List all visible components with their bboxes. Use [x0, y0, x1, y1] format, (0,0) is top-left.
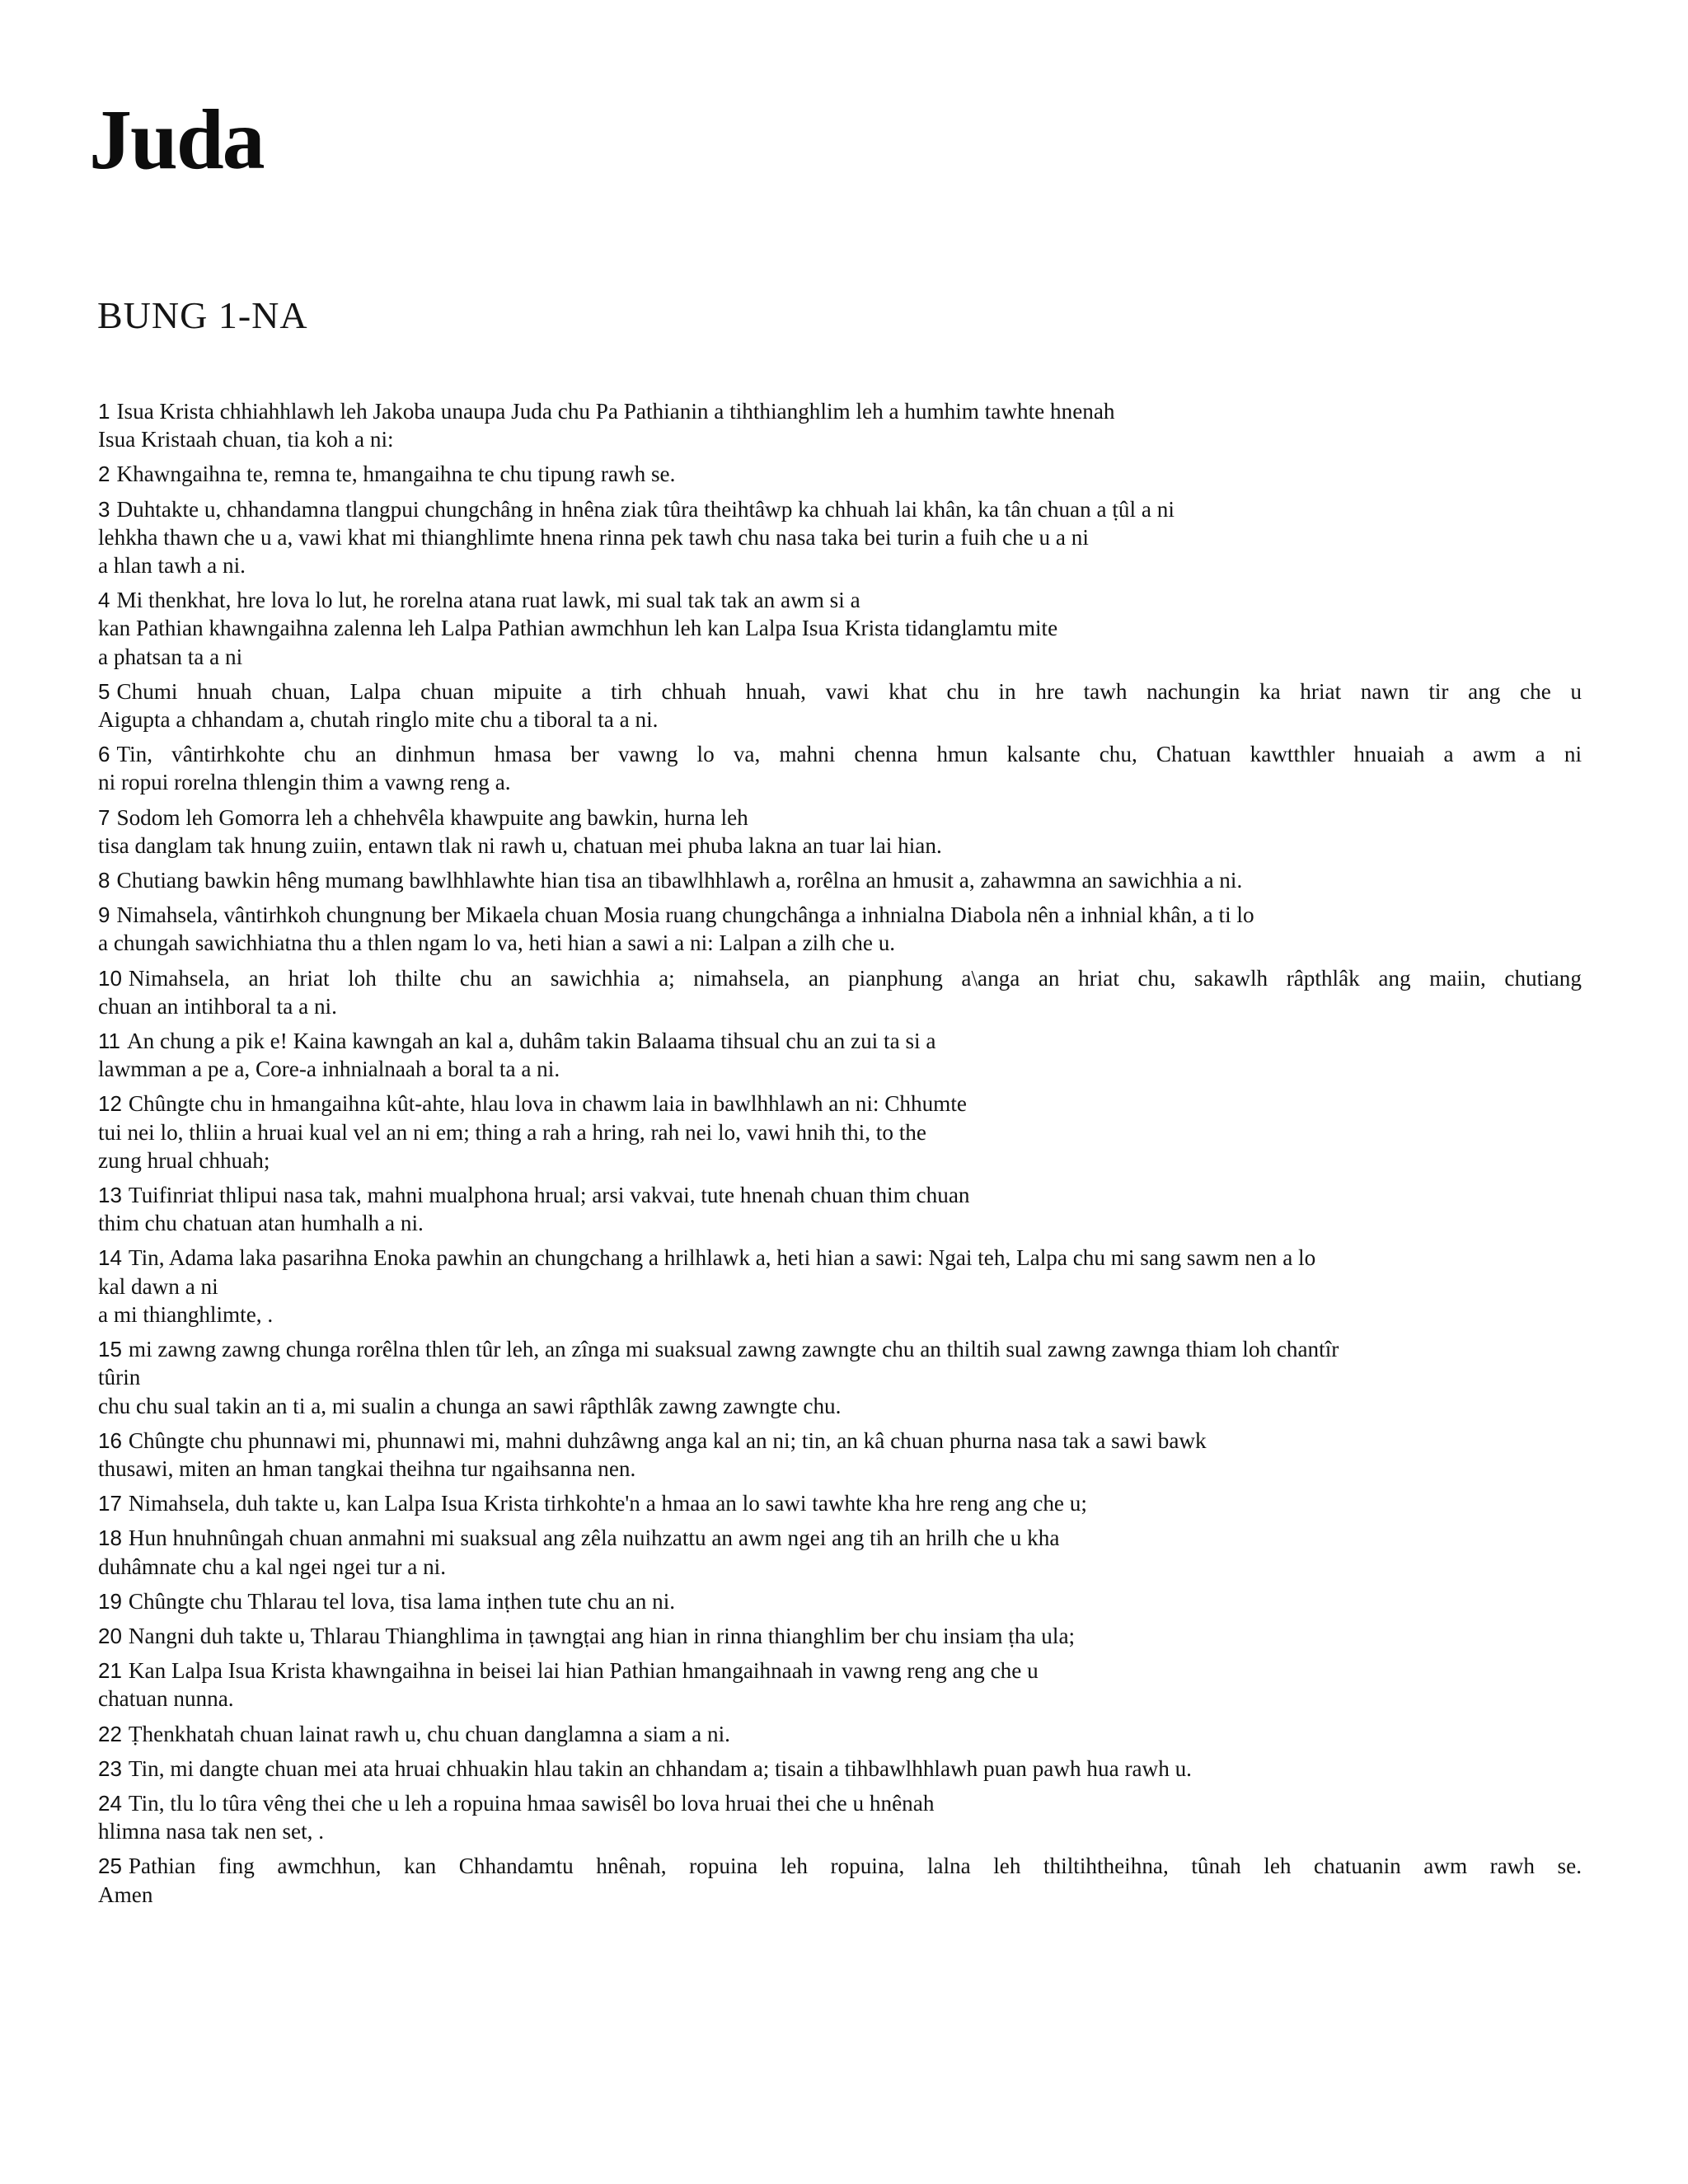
verse-line: [98, 586, 1582, 614]
verse-line: [98, 1363, 1582, 1391]
verse-text: Tin, tlu lo tûra vêng thei che u leh a ropuina hmaa sawisêl bo lova hruai thei che u hnênah: [128, 1790, 935, 1816]
verse-text: chu chu sual takin an ti a, mi sualin a chunga an sawi râpthlâk zawng zawngte chu.: [98, 1393, 842, 1418]
verse-18: [98, 1524, 1582, 1580]
verse-line: [98, 1209, 1582, 1237]
verse-text: tûrin: [98, 1365, 141, 1390]
verse-text: chatuan nunna.: [98, 1686, 234, 1712]
verse-line: [98, 397, 1582, 425]
verse-number: 25: [98, 1854, 122, 1879]
verse-22: [98, 1720, 1582, 1748]
verse-5: [98, 677, 1582, 733]
verse-line: [98, 992, 1582, 1020]
verse-8: [98, 866, 1582, 894]
verse-25: [98, 1852, 1582, 1908]
verse-7: [98, 804, 1582, 860]
verse-number: 1: [98, 399, 110, 424]
verse-number: 4: [98, 588, 110, 613]
verse-16: [98, 1427, 1582, 1483]
verse-line: [98, 1427, 1582, 1455]
verse-line: [98, 551, 1582, 579]
verse-text: Amen: [98, 1882, 153, 1907]
verse-number: 11: [98, 1029, 120, 1054]
verse-text: Hun hnuhnûngah chuan anmahni mi suaksual ang zêla nuihzattu an awm ngei ang tih an hrilh che u kha: [128, 1526, 1060, 1551]
verse-line: [98, 1146, 1582, 1174]
verse-number: 21: [98, 1658, 122, 1684]
verse-line: [98, 1335, 1582, 1363]
verse-line: [98, 1789, 1582, 1817]
verse-text: Mi thenkhat, hre lova lo lut, he rorelna atana ruat lawk, mi sual tak tak an awm si a: [116, 588, 860, 613]
verse-text: duhâmnate chu a kal ngei ngei tur a ni.: [98, 1554, 447, 1579]
verse-text: ni ropui rorelna thlengin thim a vawng reng a.: [98, 770, 511, 795]
verse-list: [98, 397, 1582, 1915]
verse-text: thusawi, miten an hman tangkai theihna tur ngaihsanna nen.: [98, 1455, 636, 1481]
verse-number: 3: [98, 496, 110, 522]
verse-number: 20: [98, 1623, 122, 1648]
verse-text: a hlan tawh a ni.: [98, 553, 246, 579]
verse-text: Isua Kristaah chuan, tia koh a ni:: [98, 427, 394, 452]
verse-text: Nimahsela, vântirhkoh chungnung ber Mikaela chuan Mosia ruang chungchânga a inhnialna Diabola nên a inhnial khân, a ti lo: [116, 902, 1254, 928]
verse-line: [98, 1622, 1582, 1650]
verse-9: [98, 901, 1582, 957]
verse-line: [98, 1027, 1582, 1055]
verse-line: [98, 1852, 1582, 1880]
verse-3: [98, 495, 1582, 580]
verse-text: a chungah sawichhiatna thu a thlen ngam lo va, heti hian a sawi a ni: Lalpan a zilh che u.: [98, 930, 896, 956]
verse-line: [98, 740, 1582, 768]
verse-text: Chumi hnuah chuan, Lalpa chuan mipuite a tirh chhuah hnuah, vawi khat chu in hre tawh nachungin ka hriat nawn tir ang che u: [116, 678, 1582, 704]
verse-text: kal dawn a ni: [98, 1273, 218, 1299]
verse-text: Chûngte chu phunnawi mi, phunnawi mi, mahni duhzâwng anga kal an ni; tin, an kâ chuan phurna nasa tak a sawi bawk: [128, 1427, 1207, 1453]
verse-text: Sodom leh Gomorra leh a chhehvêla khawpuite ang bawkin, hurna leh: [116, 804, 748, 830]
verse-text: lehkha thawn che u a, vawi khat mi thianghlimte hnena rinna pek tawh chu nasa taka bei turin a fuih che u a ni: [98, 524, 1089, 550]
verse-20: [98, 1622, 1582, 1650]
verse-text: Khawngaihna te, remna te, hmangaihna te chu tipung rawh se.: [116, 462, 676, 487]
verse-number: 14: [98, 1245, 122, 1271]
verse-number: 10: [98, 965, 122, 991]
verse-14: [98, 1244, 1582, 1329]
verse-text: Chûngte chu Thlarau tel lova, tisa lama inṭhen tute chu an ni.: [128, 1588, 676, 1614]
verse-text: thim chu chatuan atan humhalh a ni.: [98, 1211, 424, 1236]
verse-number: 23: [98, 1755, 122, 1781]
book-title: Juda: [89, 92, 264, 187]
verse-line: [98, 614, 1582, 642]
verse-number: 17: [98, 1491, 122, 1516]
verse-number: 24: [98, 1790, 122, 1816]
verse-text: Aigupta a chhandam a, chutah ringlo mite chu a tiboral ta a ni.: [98, 707, 659, 733]
verse-text: Tin, mi dangte chuan mei ata hruai chhuakin hlau takin an chhandam a; tisain a tihbawlhhlawh puan pawh hua rawh u.: [128, 1755, 1192, 1781]
verse-line: [98, 425, 1582, 453]
verse-text: a phatsan ta a ni: [98, 644, 243, 669]
verse-line: [98, 866, 1582, 894]
verse-text: An chung a pik e! Kaina kawngah an kal a, duhâm takin Balaama tihsual chu an zui ta si a: [127, 1029, 936, 1054]
verse-6: [98, 740, 1582, 796]
verse-line: [98, 832, 1582, 860]
verse-line: [98, 1553, 1582, 1581]
verse-text: Pathian fing awmchhun, kan Chhandamtu hnênah, ropuina leh ropuina, lalna leh thiltihtheihna, tûnah leh chatuanin awm rawh se.: [128, 1854, 1582, 1879]
verse-number: 2: [98, 462, 110, 487]
verse-4: [98, 586, 1582, 671]
verse-text: kan Pathian khawngaihna zalenna leh Lalpa Pathian awmchhun leh kan Lalpa Isua Krista tidanglamtu mite: [98, 616, 1058, 641]
verse-number: 7: [98, 804, 110, 830]
verse-line: [98, 677, 1582, 705]
verse-number: 16: [98, 1427, 122, 1453]
verse-text: Nimahsela, duh takte u, kan Lalpa Isua Krista tirhkohte'n a hmaa an lo sawi tawhte kha hre reng ang che u;: [128, 1491, 1087, 1516]
verse-line: [98, 901, 1582, 929]
verse-number: 19: [98, 1588, 122, 1614]
verse-line: [98, 1392, 1582, 1420]
verse-text: Tuifinriat thlipui nasa tak, mahni mualphona hrual; arsi vakvai, tute hnenah chuan thim chuan: [128, 1183, 970, 1208]
verse-line: [98, 705, 1582, 733]
verse-number: 15: [98, 1337, 122, 1362]
verse-text: Kan Lalpa Isua Krista khawngaihna in beisei lai hian Pathian hmangaihnaah in vawng reng ang che u: [128, 1658, 1039, 1684]
verse-line: [98, 1587, 1582, 1615]
verse-number: 9: [98, 902, 110, 928]
verse-text: a mi thianghlimte, .: [98, 1301, 274, 1327]
verse-text: Ṭhenkhatah chuan lainat rawh u, chu chuan danglamna a siam a ni.: [128, 1721, 730, 1746]
verse-number: 22: [98, 1721, 122, 1746]
verse-12: [98, 1090, 1582, 1174]
verse-number: 13: [98, 1183, 122, 1208]
verse-line: [98, 964, 1582, 992]
verse-line: [98, 768, 1582, 796]
verse-line: [98, 1244, 1582, 1272]
verse-line: [98, 1090, 1582, 1118]
verse-10: [98, 964, 1582, 1020]
verse-text: tui nei lo, thliin a hruai kual vel an ni em; thing a rah a hring, rah nei lo, vawi hnih thi, to the: [98, 1119, 926, 1145]
verse-text: Isua Krista chhiahhlawh leh Jakoba unaupa Juda chu Pa Pathianin a tihthianghlim leh a humhim tawhte hnenah: [116, 399, 1115, 424]
verse-line: [98, 460, 1582, 488]
verse-text: Chutiang bawkin hêng mumang bawlhhlawhte hian tisa an tibawlhhlawh a, rorêlna an hmusit a, zahawmna an sawichhia a ni.: [116, 868, 1243, 893]
verse-line: [98, 643, 1582, 671]
verse-15: [98, 1335, 1582, 1420]
verse-line: [98, 1524, 1582, 1552]
verse-number: 8: [98, 868, 110, 893]
verse-text: tisa danglam tak hnung zuiin, entawn tlak ni rawh u, chatuan mei phuba lakna an tuar lai hian.: [98, 832, 942, 858]
verse-line: [98, 1657, 1582, 1685]
verse-line: [98, 1489, 1582, 1517]
verse-23: [98, 1755, 1582, 1783]
verse-text: Tin, vântirhkohte chu an dinhmun hmasa ber vawng lo va, mahni chenna hmun kalsante chu, Chatuan kawtthler hnuaiah a awm a ni: [116, 742, 1582, 767]
verse-19: [98, 1587, 1582, 1615]
verse-line: [98, 804, 1582, 832]
verse-text: hlimna nasa tak nen set, .: [98, 1819, 325, 1844]
verse-2: [98, 460, 1582, 488]
verse-text: chuan an intihboral ta a ni.: [98, 993, 337, 1019]
verse-text: mi zawng zawng chunga rorêlna thlen tûr leh, an zînga mi suaksual zawng zawngte chu an thiltih sual zawng zawnga thiam loh chantîr: [128, 1337, 1339, 1362]
verse-text: Tin, Adama laka pasarihna Enoka pawhin an chungchang a hrilhlawk a, heti hian a sawi: Ngai teh, Lalpa chu mi sang sawm nen a lo: [128, 1245, 1316, 1271]
verse-21: [98, 1657, 1582, 1713]
verse-line: [98, 523, 1582, 551]
verse-number: 5: [98, 678, 110, 704]
verse-line: [98, 1055, 1582, 1083]
verse-text: Nangni duh takte u, Thlarau Thianghlima in ṭawngṭai ang hian in rinna thianghlim ber chu insiam ṭha ula;: [128, 1623, 1076, 1648]
verse-line: [98, 1685, 1582, 1713]
verse-number: 6: [98, 742, 110, 767]
verse-text: Nimahsela, an hriat loh thilte chu an sawichhia a; nimahsela, an pianphung a\anga an hriat chu, sakawlh râpthlâk ang maiin, chutiang: [128, 965, 1582, 991]
verse-17: [98, 1489, 1582, 1517]
verse-line: [98, 1720, 1582, 1748]
verse-24: [98, 1789, 1582, 1845]
verse-11: [98, 1027, 1582, 1083]
verse-line: [98, 1455, 1582, 1483]
verse-text: Duhtakte u, chhandamna tlangpui chungchâng in hnêna ziak tûra theihtâwp ka chhuah lai khân, ka tân chuan a ṭûl a ni: [116, 496, 1175, 522]
verse-line: [98, 929, 1582, 957]
verse-line: [98, 1881, 1582, 1909]
verse-number: 12: [98, 1091, 122, 1117]
verse-line: [98, 1181, 1582, 1209]
verse-text: Chûngte chu in hmangaihna kût-ahte, hlau lova in chawm laia in bawlhhlawh an ni: Chhumte: [128, 1091, 967, 1117]
verse-13: [98, 1181, 1582, 1237]
verse-line: [98, 1272, 1582, 1301]
verse-line: [98, 1118, 1582, 1146]
verse-text: zung hrual chhuah;: [98, 1147, 270, 1173]
verse-line: [98, 495, 1582, 523]
verse-line: [98, 1817, 1582, 1845]
verse-1: [98, 397, 1582, 453]
verse-number: 18: [98, 1526, 122, 1551]
verse-line: [98, 1755, 1582, 1783]
chapter-heading: BUNG 1-NA: [97, 294, 308, 336]
verse-text: lawmman a pe a, Core-a inhnialnaah a boral ta a ni.: [98, 1057, 560, 1082]
verse-line: [98, 1301, 1582, 1329]
